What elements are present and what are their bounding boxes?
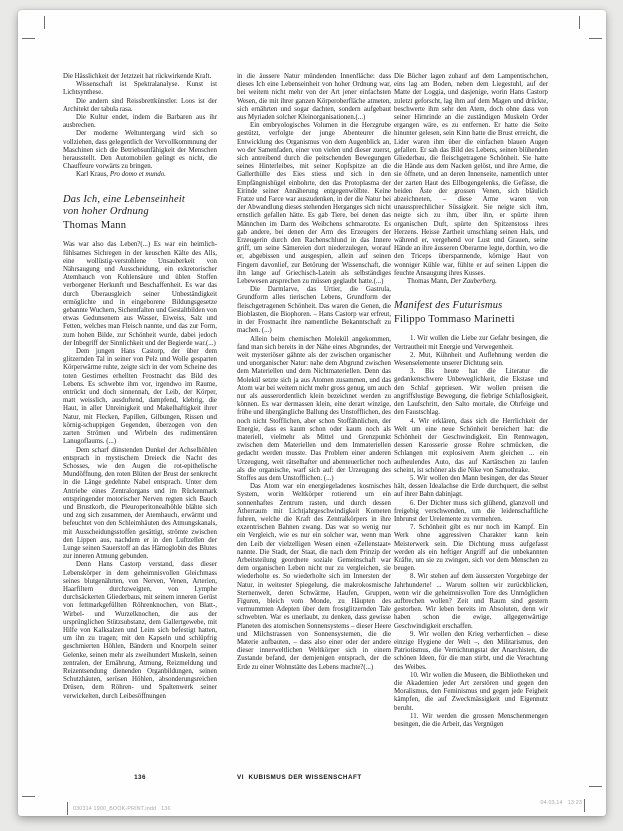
crop-mark-bottom-right-horizontal: [589, 786, 602, 787]
crop-mark-top-right-horizontal: [589, 38, 602, 39]
page-number: 136: [134, 774, 146, 781]
print-slug-timestamp: 04.03.14 13:23: [540, 800, 582, 806]
section-author: Thomas Mann: [63, 219, 127, 231]
manifesto-item: 9. Wir wollen den Krieg verherrlichen – diese einzige Hygiene der Welt –, den Militarismus, den Patriotismus, die Vernichtungstat der Anarchisten, die schönen Ideen, für die man stirbt, und die Verachtung des Weibes.: [394, 630, 548, 671]
manifesto-item: 10. Wir wollen die Museen, die Bibliotheken und die Akademien jeder Art zerstören und gegen den Moralismus, den Feminismus und gegen jede Feigheit kämpfen, die auf Zweckmässigkeit und Eigennutz beruht.: [394, 671, 548, 712]
body-paragraph: Wissenschaft ist Spektralanalyse. Kunst ist Lichtsynthese.: [63, 81, 217, 97]
text-column-2: [237, 73, 391, 765]
print-slug-filename: 030314 1900_BOOK-PRINT.indd 136: [73, 806, 171, 812]
text-column-3: [394, 73, 548, 765]
body-paragraph: Die Kultur endet, indem die Barbaren aus ihr ausbrechen.: [63, 114, 217, 130]
body-paragraph: Die Darmlarve, das Urtier, die Gastrula, Grundform alles tierischen Lebens, Grundform der fleischgetragenen Schönheit. Das waren die Genen, die Bioblasten, die Biophoren. – Hans Castorp war erfreut, in der Frostnacht ihre namentliche Bekanntschaft zu machen. (...): [237, 286, 391, 335]
manifesto-item: 2. Mut, Kühnheit und Auflehnung werden die Wesenselemente unserer Dichtung sein.: [394, 351, 548, 368]
manifesto-item: 6. Der Dichter muss sich glühend, glanzvoll und freigebig verschwenden, um die leidenschaftliche Inbrunst der Urelemente zu vermehren.: [394, 499, 548, 523]
section-title-line: Manifest des Futurismus: [394, 300, 503, 312]
crop-mark-bottom-left-horizontal: [22, 796, 35, 797]
body-paragraph: Was war also das Leben?(...) Es war ein heimlich-fühlsames Sichregen in der keuschen Kälte des Alls, eine wollüstig-verstohlene Unsauberkeit von Nährsaugung und Ausscheidung, ein exkretorischer Atemhauch von Kohlensäure und üblen Stoffen verborgener Herkunft und Beschaffenheit. Es war das durch Überausgleich seiner Unbeständigkeit ermöglichte und in eingeborene Bildungsgesetze gebannte Wuchern, Sichentfalten und Gestaltbilden von etwas Gedunsenem aus Wasser, Eiweiss, Salz und Fetten, welches man Fleisch nannte, und das zur Form, zum hohen Bilde, zur Schönheit wurde, dabei jedoch der Inbegriff der Sinnlichkeit und der Begierde war.(...): [63, 241, 217, 347]
manifesto-item: 4. Wir erklären, dass sich die Herrlichkeit der Welt um eine neue Schönheit bereichert hat: die Schönheit der Geschwindigkeit. Ein Rennwagen, dessen Karosserie grosse Rohre schmücken, die Schlangen mit explosivem Atem gleichen ... ein aufheulendes Auto, das auf Kartätschen zu laufen scheint, ist schöner als die Nike von Samothrake.: [394, 417, 548, 474]
manifesto-item: 11. Wir werden die grossen Menschenmengen besingen, die die Arbeit, das Vergnügen: [394, 712, 548, 729]
crop-mark-top-right-vertical: [579, 16, 580, 29]
manifesto-item: 1. Wir wollen die Liebe zur Gefahr besingen, die Vertrautheit mit Energie und Verwegenheit.: [394, 335, 548, 351]
section-title-line: Das Ich, eine Lebenseinheit: [63, 193, 186, 205]
body-paragraph: in die äussere Natur mündenden Innenfläche: dass dieses Ich eine Lebenseinheit von hoher Ordnung war, bei weitem nicht mehr von der Art jener einfachsten Wesen, die mit ihrer ganzen Körperoberfläche atmeten, sich ernährten und sogar dachten, sondern aufgebaut aus Myriaden solcher Kleinorganisationen.(...): [237, 73, 391, 122]
body-paragraph: Das Atom war ein energiegeladenes kosmisches System, worin Weltkörper rotierend um ein sonnenhaftes Zentrum rasten, und durch dessen Ätherraum mit Lichtjahrgeschwindigkeit Kometen fuhren, welche die Kraft des Zentralkörpers in ihre exzentrischen Bahnen zwang. Das war so wenig nur ein Vergleich, wie es nur ein solcher war, wenn man den Leib der vielzelligen Wesen einen «Zellenstaat» nannte. Die Stadt, der Staat, die nach dem Prinzip der Arbeitsteilung geordnete soziale Gemeinschaft war dem organischen Leben nicht nur zu vergleichen, sie wiederholte es. So wiederholte sich im Innersten der Natur, in weitester Spiegelung, die makrokosmische Sternenwelt, deren Schwärme, Haufen, Gruppen, Figuren, bleich vom Monde, zu Häupten des vermummten Adepten über dem frostglitzernden Tale schwebten. War es unerlaubt, zu denken, dass gewisse Planeten des atomischen Sonnensystems – dieser Heere und Milchstrassen von Sonnensystemen, die die Materie aufbauten, – dass also einer oder der andere dieser innerweltlichen Weltkörper sich in einem Zustande befand, der demjenigen entsprach, der die Erde zu einer Wohnstätte des Lebens machte?(...): [237, 483, 391, 671]
body-paragraph: Der moderne Weltuntergang wird sich so vollziehen, dass gelegentlich der Vervollkommnung der Maschinen sich die Betriebsunfähigkeit der Menschen herausstellt. Den Automobilen gelingt es nicht, die Chauffeure vorwärts zu bringen.: [63, 130, 217, 171]
manifesto-item: 3. Bis heute hat die Literatur die gedankenschwere Unbeweglichkeit, die Ekstase und den Schlaf gepriesen. Wir wollen preisen die angriffslustige Bewegung, die fiebrige Schlaflosigkeit, den Laufschritt, den Salto mortale, die Ohrfeige und den Faustschlag.: [394, 368, 548, 417]
work-title: Der Zauberberg.: [450, 278, 497, 286]
paper-sheet: [18, 10, 606, 816]
manifesto-item: 7. Schönheit gibt es nur noch im Kampf. Ein Werk ohne aggressiven Charakter kann kein Meisterwerk sein. Die Dichtung muss aufgefasst werden als ein heftiger Angriff auf die unbekannten Kräfte, um sie zu zwingen, sich vor dem Menschen zu beugen.: [394, 524, 548, 573]
crop-mark-bottom-right-vertical: [584, 799, 585, 812]
source-attribution: Karl Kraus, Pro domo et mundo.: [76, 171, 166, 179]
text-column-1: [63, 73, 217, 765]
crop-mark-top-left-vertical: [44, 16, 45, 29]
source-attribution: Thomas Mann, Der Zauberberg.: [407, 278, 497, 286]
manifesto-item: 8. Wir stehen auf dem äussersten Vorgebirge der Jahrhunderte! ... Warum sollten wir zurückblicken, wenn wir die geheimnisvollen Tore des Unmöglichen aufbrechen wollen? Zeit und Raum sind gestern gestorben. Wir leben bereits im Absoluten, denn wir haben schon die ewige, allgegenwärtige Geschwindigkeit erschaffen.: [394, 573, 548, 630]
body-paragraph: Dem jungen Hans Castorp, der über dem glitzernden Tal in seiner von Pelz und Wolle gesparten Körperwärme ruhte, zeigte sich in der vom Scheine des toten Gestirnes erhellten Frostnacht das Bild des Lebens. Es schwebte ihm vor, irgendwo im Raume, entrückt und doch sinnennah, der Leib, der Körper, matt weisslich, ausduftend, dampfend, klebrig, die Haut, in aller Unreinigkeit und Makelhaftigkeit ihrer Natur, mit Flecken, Papillen, Gilbungen, Rissen und körnig-schuppigen Gegenden, überzogen von den zarten Strömen und Wirbeln des rudimentären Lanugoflaums. (...): [63, 348, 217, 446]
body-paragraph: Die andern sind Reissbrettkünstler. Loos ist der Architekt der tabula rasa.: [63, 97, 217, 113]
crop-mark-bottom-left-vertical: [67, 802, 68, 815]
section-heading: [394, 300, 548, 326]
body-paragraph: Ein embryologisches Volumen in die Herzgrube gestützt, verfolgte der junge Abenteurer die Entwicklung des Organismus von dem Augenblick an, wo der Samenfaden, einer von vielen und dieser zuerst, sich antreibend durch die peitschenden Bewegungen seines Hinterleibes, mit seiner Kopfspitze an die Gallerthülle des Eies stiess und sich in den Empfängnishügel einbohrte, den das Protoplasma der Eirinde seiner Annäherung entgegenwölbte. Keine Fratze und Farce war auszudenken, in der die Natur bei der Abwandlung dieses stehenden Herganges sich nicht ernstlich gefallen hätte. Es gab Tiere, bei denen das Männchen im Darm des Weibchens schmarotzte. Es gab andere, bei denen der Arm des Erzeugers der Erzeugerin durch den Rachenschlund in das Innere griff, um seine Sämereien dort niederzulegen, worauf er, abgebissen und ausgespien, allein auf seinen Fingern davonlief, zur Betörung der Wissenschaft, die ihn lange auf Griechisch-Latein als selbständiges Lebewesen ansprechen zu müssen geglaubt hatte.(...): [237, 122, 391, 286]
body-paragraph: Die Bücher lagen zuhauf auf dem Lampentischchen, eins lag am Boden, neben dem Liegestuhl, auf der Matte der Loggia, und dasjenige, worin Hans Castorp zuletzt geforscht, lag ihm auf dem Magen und drückte, beschwerte ihm sehr den Atem, doch ohne dass von seiner Hirnrinde an die zuständigen Muskeln Order ergangen wäre, es zu entfernen. Er hatte die Seite hinunter gelesen, sein Kinn hatte die Brust erreicht, die Lider waren ihm über die einfachen blauen Augen gefallen. Er sah das Bild des Lebens, seinen blühenden Gliederbau, die fleischgetragene Schönheit. Sie hatte die Hände aus dem Nacken gelöst, und ihre Arme, die sie öffnete, und an deren Innenseite, namentlich unter der zarten Haut des Ellbogengelenks, die Gefässe, die beiden Äste der grossen Venen, sich bläulich abzeichneten, – diese Arme waren von unaussprechlicher Süssigkeit. Sie neigte sich ihm, neigte sich zu ihm, über ihn, er spürte ihren organischen Duft, spürte den Spitzenstoss ihres Herzens. Heisse Zartheit umschlang seinen Hals, und während er, vergehend vor Lust und Grauen, seine Hände an ihre äusseren Oberarme legte, dorthin, wo die den Triceps überspannende, körnige Haut von wonniger Kühle war, fühlte er auf seinen Lippen die feuchte Ansaugung ihres Kusses.: [394, 73, 548, 277]
section-title-line: von hoher Ordnung: [63, 206, 149, 218]
body-paragraph: Dem scharf dünstenden Dunkel der Achselhöhlen entsprach in mystischem Dreieck die Nacht des Schosses, wie den Augen die rot-epithelische Mundöffnung, den roten Blüten der Brust der senkrecht in die Länge gedehnte Nabel entsprach. Unter dem Antriebe eines Zentralorgans und im Rückenmark entspringender motorischer Nerven regten sich Bauch und Brustkorb, die Pleuroperitonealhöhle blähte sich und zog sich zusammen, der Atemhauch, erwärmt und befeuchtet von den Schleimhäuten des Atmungskanals, mit Ausscheidungsstoffen gesättigt, strömte zwischen den Lippen aus, nachdem er in den Luftzellen der Lunge seinen Sauerstoff an das Hämoglobin des Blutes zur inneren Atmung gebunden.: [63, 446, 217, 561]
section-heading: [63, 194, 217, 233]
body-paragraph: Denn Hans Castorp verstand, dass dieser Lebenskörper in dem geheimnisvollen Gleichmass seines blutgenährten, von Nerven, Venen, Arterien, Haarfiltern durchzweigten, von Lymphe durchsäckerten Gliederbaus, mit seinem inneren Gerüst von fettmarkgefüllten Röhrenknochen, von Blatt-, Wirbel- und Wurzelknochen, die aus der ursprünglichen Stützsubstanz, dem Gallertgewebe, mit Hilfe von Kalksalzen und Leim sich befestigt hatten, um ihn zu tragen; mit den Kapseln und schlüpfrig geschmierten Höhlen, Bändern und Knorpeln seiner Gelenke, seinen mehr als zweihundert Muskeln, seinen zentralen, der Ernährung, Atmung, Reizmeldung und Reizentsendung dienenden Organbildungen, seinen Schutzhäuten, serösen Höhlen, absonderungsreichen Drüsen, dem Röhren- und Spaltenwerk seiner verwickelten, durch Leibesöffnungen: [63, 561, 217, 700]
crop-mark-top-left-horizontal: [22, 38, 35, 39]
running-footer-title: VI KUBISMUS DER WISSENSCHAFT: [237, 774, 362, 781]
body-paragraph: Die Hässlichkeit der Jetztzeit hat rückwirkende Kraft.: [63, 73, 212, 80]
manifesto-item: 5. Wir wollen den Mann besingen, der das Steuer hält, dessen Idealachse die Erde durchquert, die selbst auf ihrer Bahn dahinjagt.: [394, 474, 548, 499]
body-paragraph: Allein beim chemischen Molekül angekommen, fand man sich bereits in der Nähe eines Abgrundes, der weit mysteriöser gähnte als der zwischen organischer und unorganischer Natur: nahe dem Abgrund zwischen dem Materiellen und dem Nichtmateriellen. Denn das Molekül setzte sich ja aus Atomen zusammen, und das Atom war bei weitem nicht mehr gross genug, um auch nur als ausserordentlich klein bezeichnet werden zu können. Es war dermassen klein, eine derart winzige, frühe und übergängliche Ballung des Unstofflichen, des noch nicht Stofflichen, aber schon Stoffähnlichen, der Energie, dass es kaum schon oder kaum noch als materiell, vielmehr als Mittel und Grenzpunkt zwischen dem Materiellen und dem Immateriellen gedacht werden musste. Das Problem einer anderen Urzeugung, weit rätselhafter und abenteuerlicher noch als die organische, warf sich auf: der Urzeugung des Stoffes aus dem Unstofflichen. (...): [237, 335, 391, 482]
section-author: Filippo Tommaso Marinetti: [394, 313, 515, 325]
work-title: Pro domo et mundo.: [109, 171, 166, 179]
